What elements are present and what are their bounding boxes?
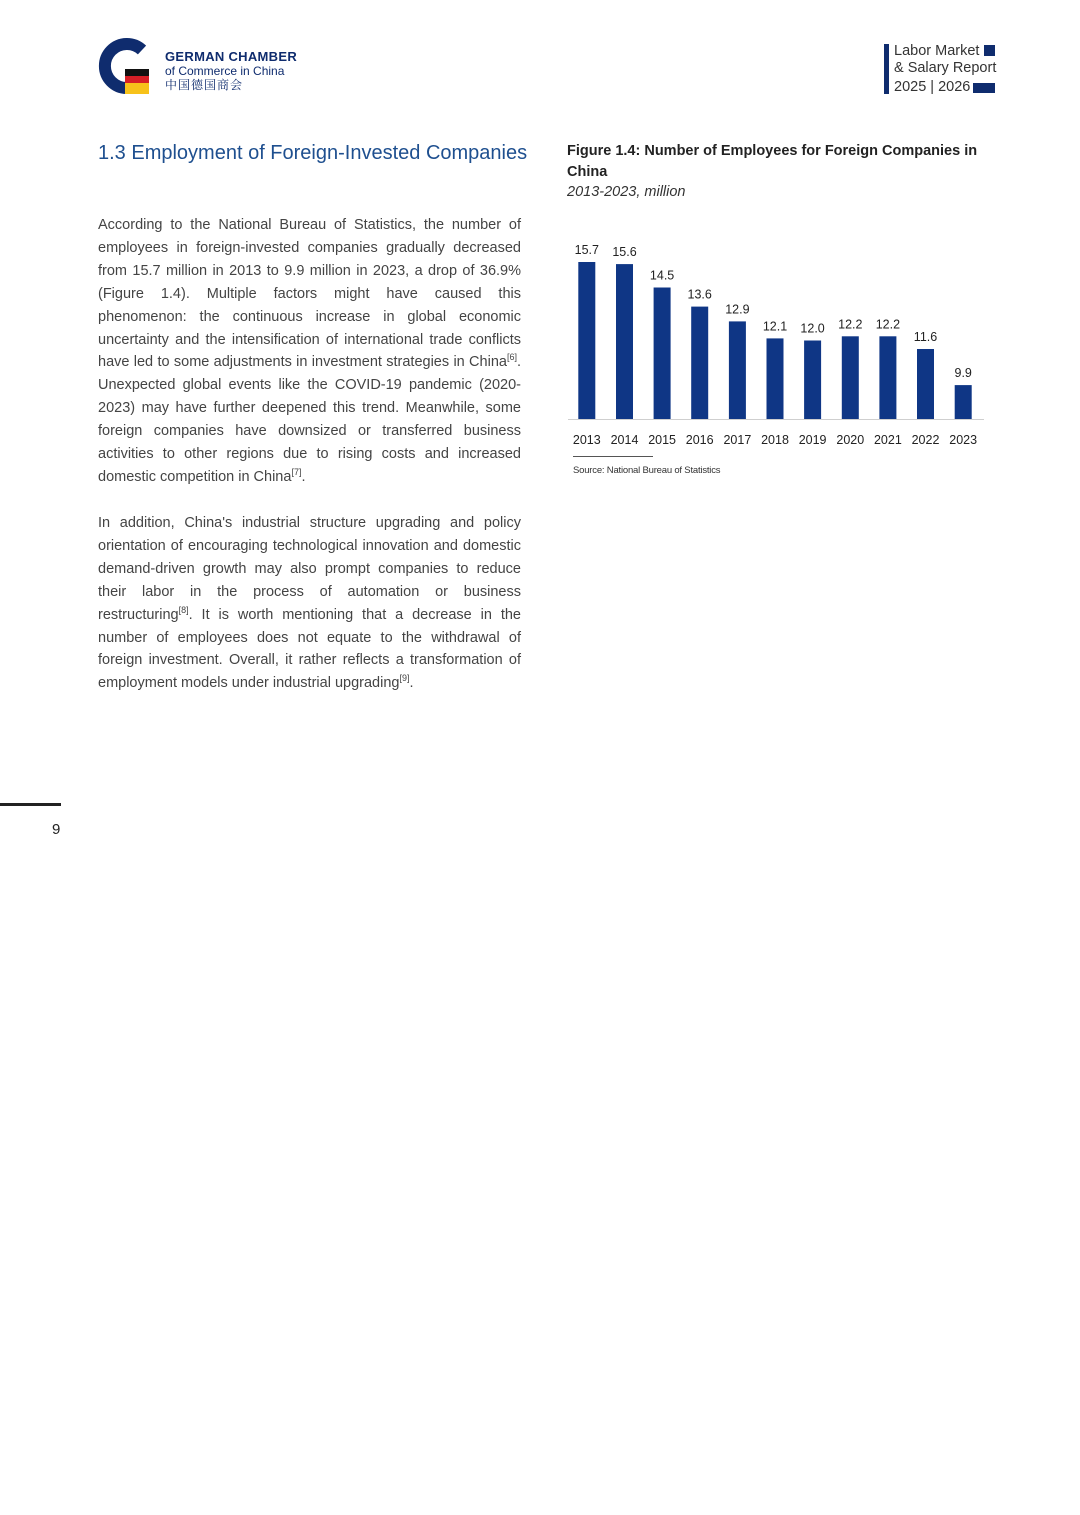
report-year-2: 2026 xyxy=(938,79,971,95)
p1-text-c: . xyxy=(301,468,306,485)
x-tick-2021: 2021 xyxy=(873,433,902,447)
x-tick-2023: 2023 xyxy=(949,433,978,447)
ref-6[interactable]: [6] xyxy=(506,352,517,363)
x-tick-2016: 2016 xyxy=(685,433,714,447)
section-title: 1.3 Employment of Foreign-Invested Companies xyxy=(98,142,528,164)
bar-2014 xyxy=(616,264,633,419)
bar-2015 xyxy=(654,288,671,420)
german-chamber-logo xyxy=(98,36,308,98)
value-label-2023: 9.9 xyxy=(954,366,972,381)
p1-text-b: . Unexpected global events like the COVID-19 pandemic (2020-2023) may have further deepened this trend. Meanwhile, some foreign companies have downsized or transferred business activities to other regions due to rising costs and increased domestic competition in China xyxy=(98,354,521,485)
report-tag xyxy=(884,44,996,94)
figure-source: Source: National Bureau of Statistics xyxy=(573,465,721,476)
x-tick-2019: 2019 xyxy=(798,433,827,447)
report-year-1: 2025 xyxy=(894,79,927,95)
bar-2022 xyxy=(917,349,934,419)
bar-2016 xyxy=(691,307,708,419)
chamber-logo-icon xyxy=(98,36,156,98)
bar-2020 xyxy=(842,336,859,419)
bar-2021 xyxy=(879,336,896,419)
p2-text-a: In addition, China's industrial structure upgrading and policy orientation of encouraging technological innovation and domestic demand-driven growth may also prompt companies to reduce their labor in the process of automation or business restructuring xyxy=(98,515,521,623)
org-chinese-name: 中国德国商会 xyxy=(165,78,244,92)
ref-8[interactable]: [8] xyxy=(178,604,189,615)
bar-2017 xyxy=(729,321,746,419)
org-subtitle: of Commerce in China xyxy=(165,64,285,78)
source-rule xyxy=(573,456,653,457)
page-number: 9 xyxy=(52,821,61,838)
p1-text-a: According to the National Bureau of Statistics, the number of employees in foreign-invested companies gradually decreased from 15.7 million in 2013 to 9.9 million in 2023, a drop of 36.9% (Figure 1.4). Multiple factors might have caused this phenomenon: the continuous increase in global economic uncertainty and the intensification of international trade conflicts have led to some adjustments in investment strategies in China xyxy=(98,217,521,371)
bar-2013 xyxy=(578,262,595,419)
x-tick-2013: 2013 xyxy=(572,433,601,447)
org-name: GERMAN CHAMBER xyxy=(165,49,298,64)
report-tag-line1: Labor Market xyxy=(894,43,980,59)
report-tag-bar xyxy=(884,44,889,94)
value-label-2021: 12.2 xyxy=(875,317,901,332)
figure-subtitle: 2013-2023, million xyxy=(567,184,686,200)
ref-9[interactable]: [9] xyxy=(399,673,410,684)
paragraph-2 xyxy=(98,512,521,695)
employees-bar-chart xyxy=(560,230,990,455)
report-year-sep: | xyxy=(930,79,935,95)
figure-title: Figure 1.4: Number of Employees for Foreign Companies in China xyxy=(567,143,978,180)
x-tick-2017: 2017 xyxy=(723,433,752,447)
value-label-2020: 12.2 xyxy=(838,317,863,332)
p2-text-b: . It is worth mentioning that a decrease in the number of employees does not equate to the withdrawal of foreign investment. Overall, it rather reflects a transformation of employment models under industrial upgrading xyxy=(98,606,521,692)
value-label-2013: 15.7 xyxy=(574,243,599,257)
bar-2019 xyxy=(804,341,821,420)
paragraph-1 xyxy=(98,214,521,489)
value-label-2015: 14.5 xyxy=(649,268,675,283)
tag-square-icon xyxy=(984,45,995,56)
x-tick-2018: 2018 xyxy=(761,433,789,447)
report-tag-line2: & Salary Report xyxy=(894,60,997,76)
x-tick-2014: 2014 xyxy=(610,433,639,447)
value-label-2017: 12.9 xyxy=(725,302,750,317)
value-label-2022: 11.6 xyxy=(913,330,938,344)
x-tick-2020: 2020 xyxy=(836,433,865,447)
ref-7[interactable]: [7] xyxy=(291,467,302,478)
x-tick-2015: 2015 xyxy=(648,433,677,447)
x-tick-2022: 2022 xyxy=(911,433,940,447)
bar-2023 xyxy=(955,385,972,419)
report-tag-years xyxy=(894,80,970,95)
value-label-2019: 12.0 xyxy=(800,321,825,336)
bar-2018 xyxy=(767,338,784,419)
value-label-2018: 12.1 xyxy=(762,319,788,334)
value-label-2016: 13.6 xyxy=(687,287,712,302)
value-label-2014: 15.6 xyxy=(612,245,637,260)
page-rule xyxy=(0,803,61,806)
p2-text-c: . xyxy=(409,675,414,692)
tag-bar-icon xyxy=(973,83,995,93)
